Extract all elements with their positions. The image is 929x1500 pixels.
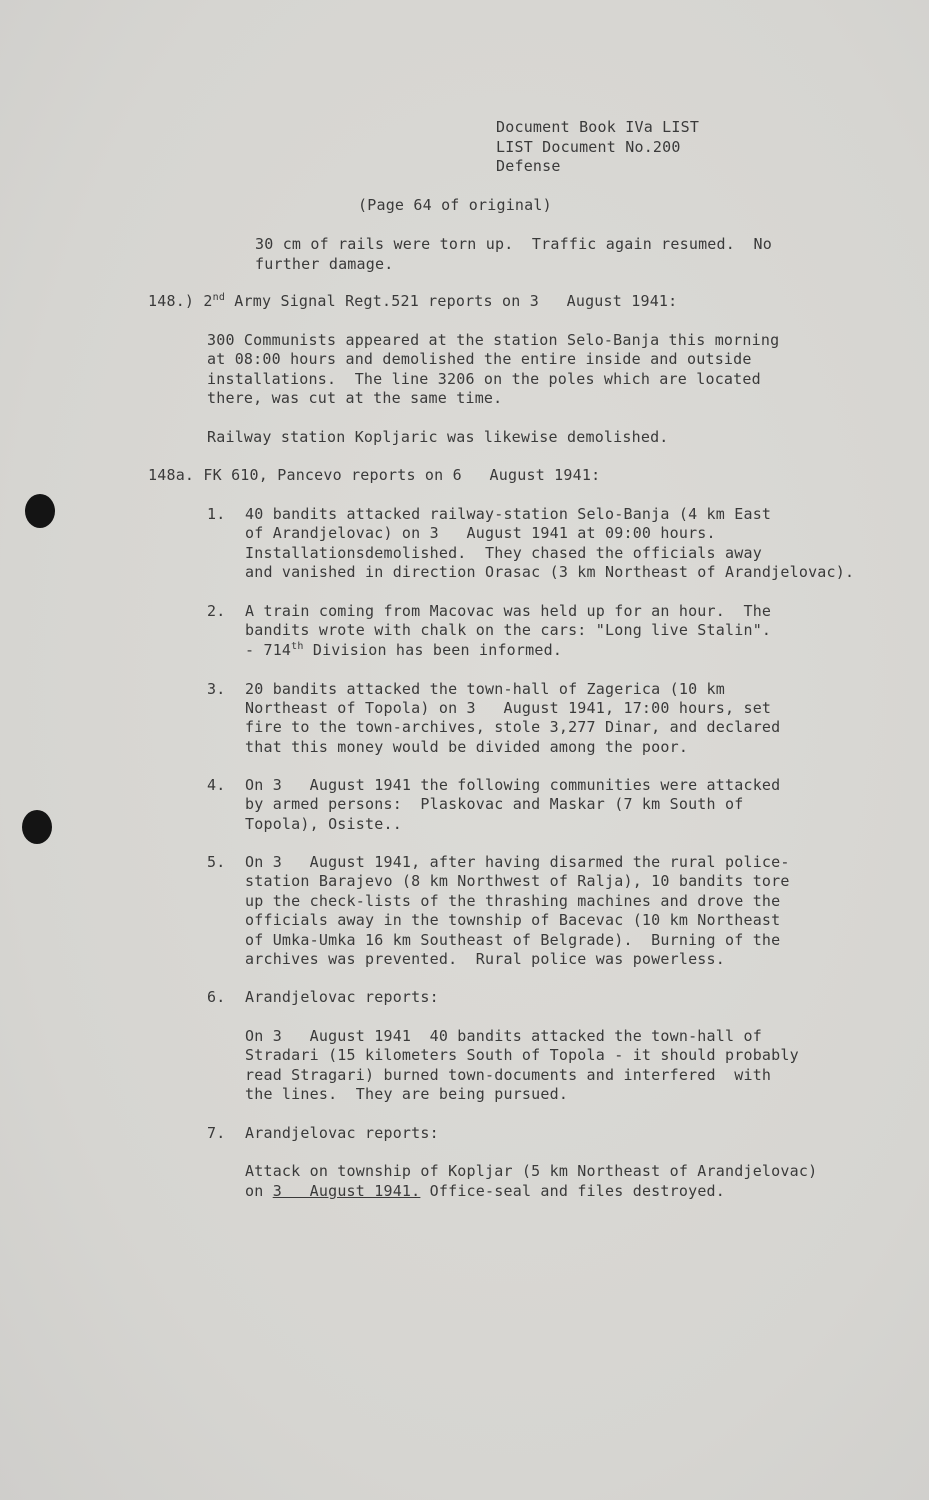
item-number: 3. (207, 680, 226, 698)
division-prefix: - 714 (245, 641, 292, 659)
heading-text: Army Signal Regt.521 reports on 3 August 1941: (225, 292, 678, 310)
paragraph-line: there, was cut at the same time. (207, 389, 503, 407)
intro-line: further damage. (255, 255, 394, 273)
item-line: of Umka-Umka 16 km Southeast of Belgrade). Burning of the (245, 931, 781, 949)
item-line: Attack on township of Kopljar (5 km Northeast of Arandjelovac) (245, 1162, 818, 1180)
item-line: 40 bandits attacked railway-station Selo-Banja (4 km East (245, 505, 772, 523)
punch-hole (22, 810, 52, 844)
item-number: 2. (207, 602, 226, 620)
paragraph-line: installations. The line 3206 on the poles which are located (207, 370, 761, 388)
paragraph-line: 300 Communists appeared at the station Selo-Banja this morning (207, 331, 780, 349)
doc-defense: Defense (496, 157, 561, 175)
page-reference: (Page 64 of original) (358, 196, 552, 214)
item-number: 1. (207, 505, 226, 523)
text: Office-seal and files destroyed. (420, 1182, 726, 1200)
item-line: bandits wrote with chalk on the cars: "Long live Stalin". (245, 621, 772, 639)
division-text: Division has been informed. (303, 641, 563, 659)
item-number: 5. (207, 853, 226, 871)
item-number: 6. (207, 988, 226, 1006)
item-line: that this money would be divided among the poor. (245, 738, 689, 756)
item-line: On 3 August 1941 40 bandits attacked the town-hall of (245, 1027, 762, 1045)
doc-book-ref: Document Book IVa LIST (496, 118, 700, 136)
item-line: read Stragari) burned town-documents and interfered with (245, 1066, 772, 1084)
item-line: Topola), Osiste.. (245, 815, 402, 833)
item-line: fire to the town-archives, stole 3,277 Dinar, and declared (245, 718, 781, 736)
item-line: officials away in the township of Bacevac (10 km Northeast (245, 911, 781, 929)
item-line: of Arandjelovac) on 3 August 1941 at 09:00 hours. (245, 524, 716, 542)
item-heading: Arandjelovac reports: (245, 988, 439, 1006)
doc-number: LIST Document No.200 (496, 138, 681, 156)
item-line: archives was prevented. Rural police was powerless. (245, 950, 725, 968)
item-number: 7. (207, 1124, 226, 1142)
item-line: A train coming from Macovac was held up for an hour. The (245, 602, 772, 620)
item-line: On 3 August 1941, after having disarmed the rural police- (245, 853, 790, 871)
underlined-date: 3 August 1941. (272, 1182, 421, 1200)
item-heading: Arandjelovac reports: (245, 1124, 439, 1142)
item-line: On 3 August 1941 the following communities were attacked (245, 776, 781, 794)
item-line: by armed persons: Plaskovac and Maskar (7 km South of (245, 795, 744, 813)
section-148a-heading: 148a. FK 610, Pancevo reports on 6 August 1941: (148, 466, 601, 484)
paragraph-line: Railway station Kopljaric was likewise demolished. (207, 428, 669, 446)
item-line: station Barajevo (8 km Northwest of Ralja), 10 bandits tore (245, 872, 790, 890)
ordinal-suffix: th (291, 641, 304, 652)
text: on (245, 1182, 273, 1200)
item-line: 20 bandits attacked the town-hall of Zagerica (10 km (245, 680, 725, 698)
item-line: up the check-lists of the thrashing machines and drove the (245, 892, 781, 910)
item-line (245, 1182, 725, 1202)
item-line: Installationsdemolished. They chased the officials away (245, 544, 762, 562)
section-number: 148.) (148, 292, 195, 310)
item-line: Stradari (15 kilometers South of Topola - it should probably (245, 1046, 799, 1064)
item-line (245, 641, 562, 661)
intro-line: 30 cm of rails were torn up. Traffic again resumed. No (255, 235, 772, 253)
paragraph-line: at 08:00 hours and demolished the entire inside and outside (207, 350, 752, 368)
item-line: Northeast of Topola) on 3 August 1941, 17:00 hours, set (245, 699, 772, 717)
section-148-heading (148, 292, 677, 312)
item-line: and vanished in direction Orasac (3 km Northeast of Arandjelovac). (245, 563, 855, 581)
ordinal-suffix: nd (212, 292, 226, 303)
item-line: the lines. They are being pursued. (245, 1085, 569, 1103)
item-number: 4. (207, 776, 226, 794)
punch-hole (25, 494, 55, 528)
ordinal: 2 (203, 292, 213, 310)
